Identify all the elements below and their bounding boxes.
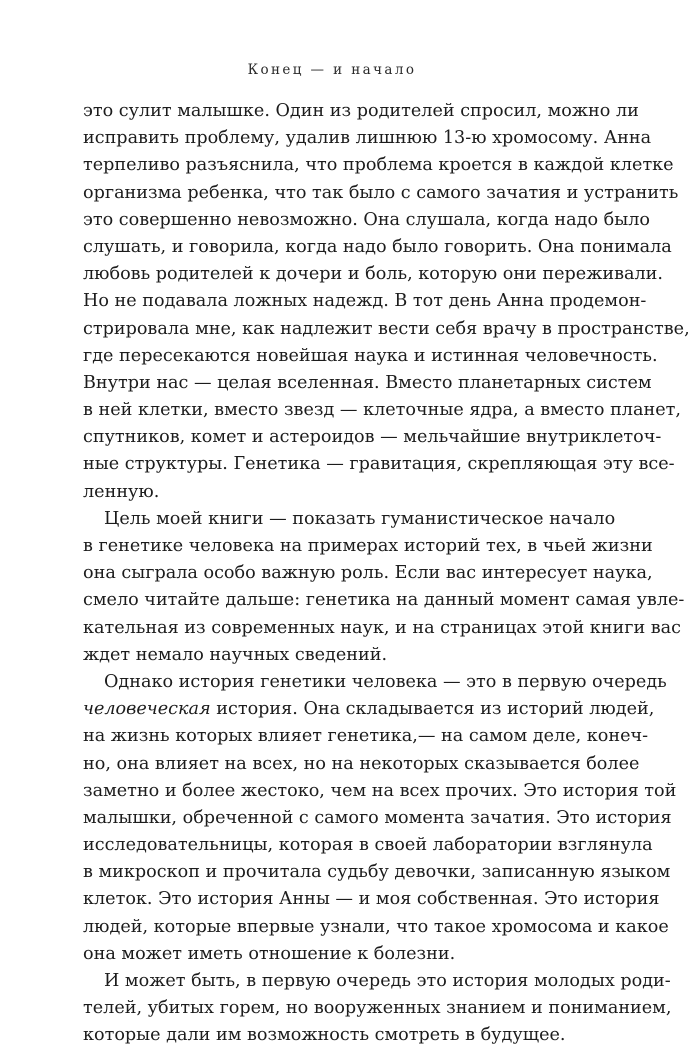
italic-emphasis: человеческая	[83, 699, 211, 720]
text-line	[83, 723, 649, 750]
text-segment: Цель моей книги — показать гуманистическое начало	[104, 508, 616, 529]
text-line	[83, 125, 652, 152]
text-segment: И может быть, в первую очередь это история молодых роди-	[104, 971, 671, 991]
text-line	[83, 642, 591, 669]
text-line	[83, 615, 682, 642]
text-segment: Но не подавала ложных надежд. В тот день Анна продемон-	[83, 291, 647, 312]
paragraph	[83, 98, 690, 370]
text-segment: смело читайте дальше: генетика на данный момент самая увле-	[83, 590, 685, 611]
text-segment: но, она влияет на всех, но на некоторых сказывается более	[83, 753, 640, 774]
text-segment: клеток. Это история Анны — и моя собственная. Это история	[83, 889, 660, 910]
text-segment: где пересекаются новейшая наука и истинная человечность.	[83, 345, 658, 366]
text-segment: в ней клетки, вместо звезд — клеточные ядра, а вместо планет,	[83, 400, 681, 421]
text-segment: заметно и более жестоко, чем на всех прочих. Это история той	[83, 780, 677, 801]
text-line	[83, 98, 639, 125]
text-line	[83, 207, 651, 234]
text-line	[83, 261, 663, 288]
text-line	[83, 479, 591, 506]
text-segment: в микроскоп и прочитала судьбу девочки, записанную языком	[83, 862, 671, 883]
text-segment: ные структуры. Генетика — гравитация, скрепляющая эту все-	[83, 454, 675, 475]
text-line	[83, 914, 669, 941]
paragraph	[83, 370, 681, 506]
text-line	[83, 424, 662, 451]
text-segment: история. Она складывается из историй людей,	[210, 699, 655, 720]
text-line	[83, 533, 653, 560]
text-line	[83, 506, 616, 533]
text-line	[83, 180, 679, 207]
text-segment: ждет немало научных сведений.	[83, 644, 388, 665]
text-segment: она может иметь отношение к болезни.	[83, 943, 456, 964]
paragraph	[83, 669, 677, 968]
paragraph	[83, 968, 672, 1050]
text-line	[83, 370, 652, 397]
text-segment: в генетике человека на примерах историй тех, в чьей жизни	[83, 536, 653, 556]
text-segment: терпеливо разъяснила, что проблема кроется в каждой клетке	[83, 155, 674, 176]
text-segment: ленную.	[83, 481, 160, 502]
text-segment: людей, которые впервые узнали, что такое хромосома и какое	[83, 916, 669, 937]
text-segment: исправить проблему, удалив лишнюю 13-ю хромосому. Анна	[83, 128, 652, 149]
text-segment: спутников, комет и астероидов — мельчайшие внутриклеточ-	[83, 427, 662, 448]
text-segment: это совершенно невозможно. Она слушала, когда надо было	[83, 209, 651, 230]
text-line	[83, 1022, 591, 1049]
text-segment: которые дали им возможность смотреть в будущее.	[83, 1025, 566, 1046]
text-line	[83, 316, 690, 343]
text-segment: это сулит малышке. Один из родителей спросил, можно ли	[83, 101, 639, 121]
text-line	[83, 397, 681, 424]
text-line	[83, 859, 671, 886]
text-line	[83, 669, 667, 696]
paragraph	[83, 506, 685, 669]
text-line	[83, 152, 674, 179]
body-text	[83, 98, 690, 1050]
text-line	[83, 778, 677, 805]
text-line	[83, 288, 647, 315]
text-line	[83, 832, 653, 859]
text-line	[83, 343, 658, 370]
text-segment: любовь родителей к дочери и боль, которую они переживали.	[83, 264, 663, 285]
text-segment: слушать, и говорила, когда надо было говорить. Она понимала	[83, 236, 672, 257]
text-line	[83, 886, 660, 913]
text-line	[83, 941, 591, 968]
text-line	[83, 751, 640, 778]
text-segment: кательная из современных наук, и на страницах этой книги вас	[83, 617, 682, 638]
text-segment: организма ребенка, что так было с самого зачатия и устранить	[83, 182, 679, 203]
text-line	[83, 560, 653, 587]
text-segment: малышки, обреченной с самого момента зачатия. Это история	[83, 807, 672, 828]
text-line	[83, 451, 675, 478]
text-line	[83, 696, 655, 723]
text-segment: стрировала мне, как надлежит вести себя врачу в пространстве,	[83, 318, 690, 339]
text-line	[83, 587, 685, 614]
text-segment: телей, убитых горем, но вооруженных знанием и пониманием,	[83, 998, 672, 1019]
text-line	[83, 968, 671, 995]
text-segment: она сыграла особо важную роль. Если вас интересует наука,	[83, 563, 653, 584]
running-header: Конец — и начало	[247, 62, 417, 78]
text-line	[83, 995, 672, 1022]
text-segment: исследовательницы, которая в своей лаборатории взглянула	[83, 835, 653, 856]
text-line	[83, 805, 672, 832]
text-line	[83, 234, 672, 261]
text-segment: Внутри нас — целая вселенная. Вместо планетарных систем	[83, 372, 652, 393]
text-segment: Однако история генетики человека — это в первую очередь	[104, 671, 667, 692]
text-segment: на жизнь которых влияет генетика,— на самом деле, конеч-	[83, 726, 649, 747]
